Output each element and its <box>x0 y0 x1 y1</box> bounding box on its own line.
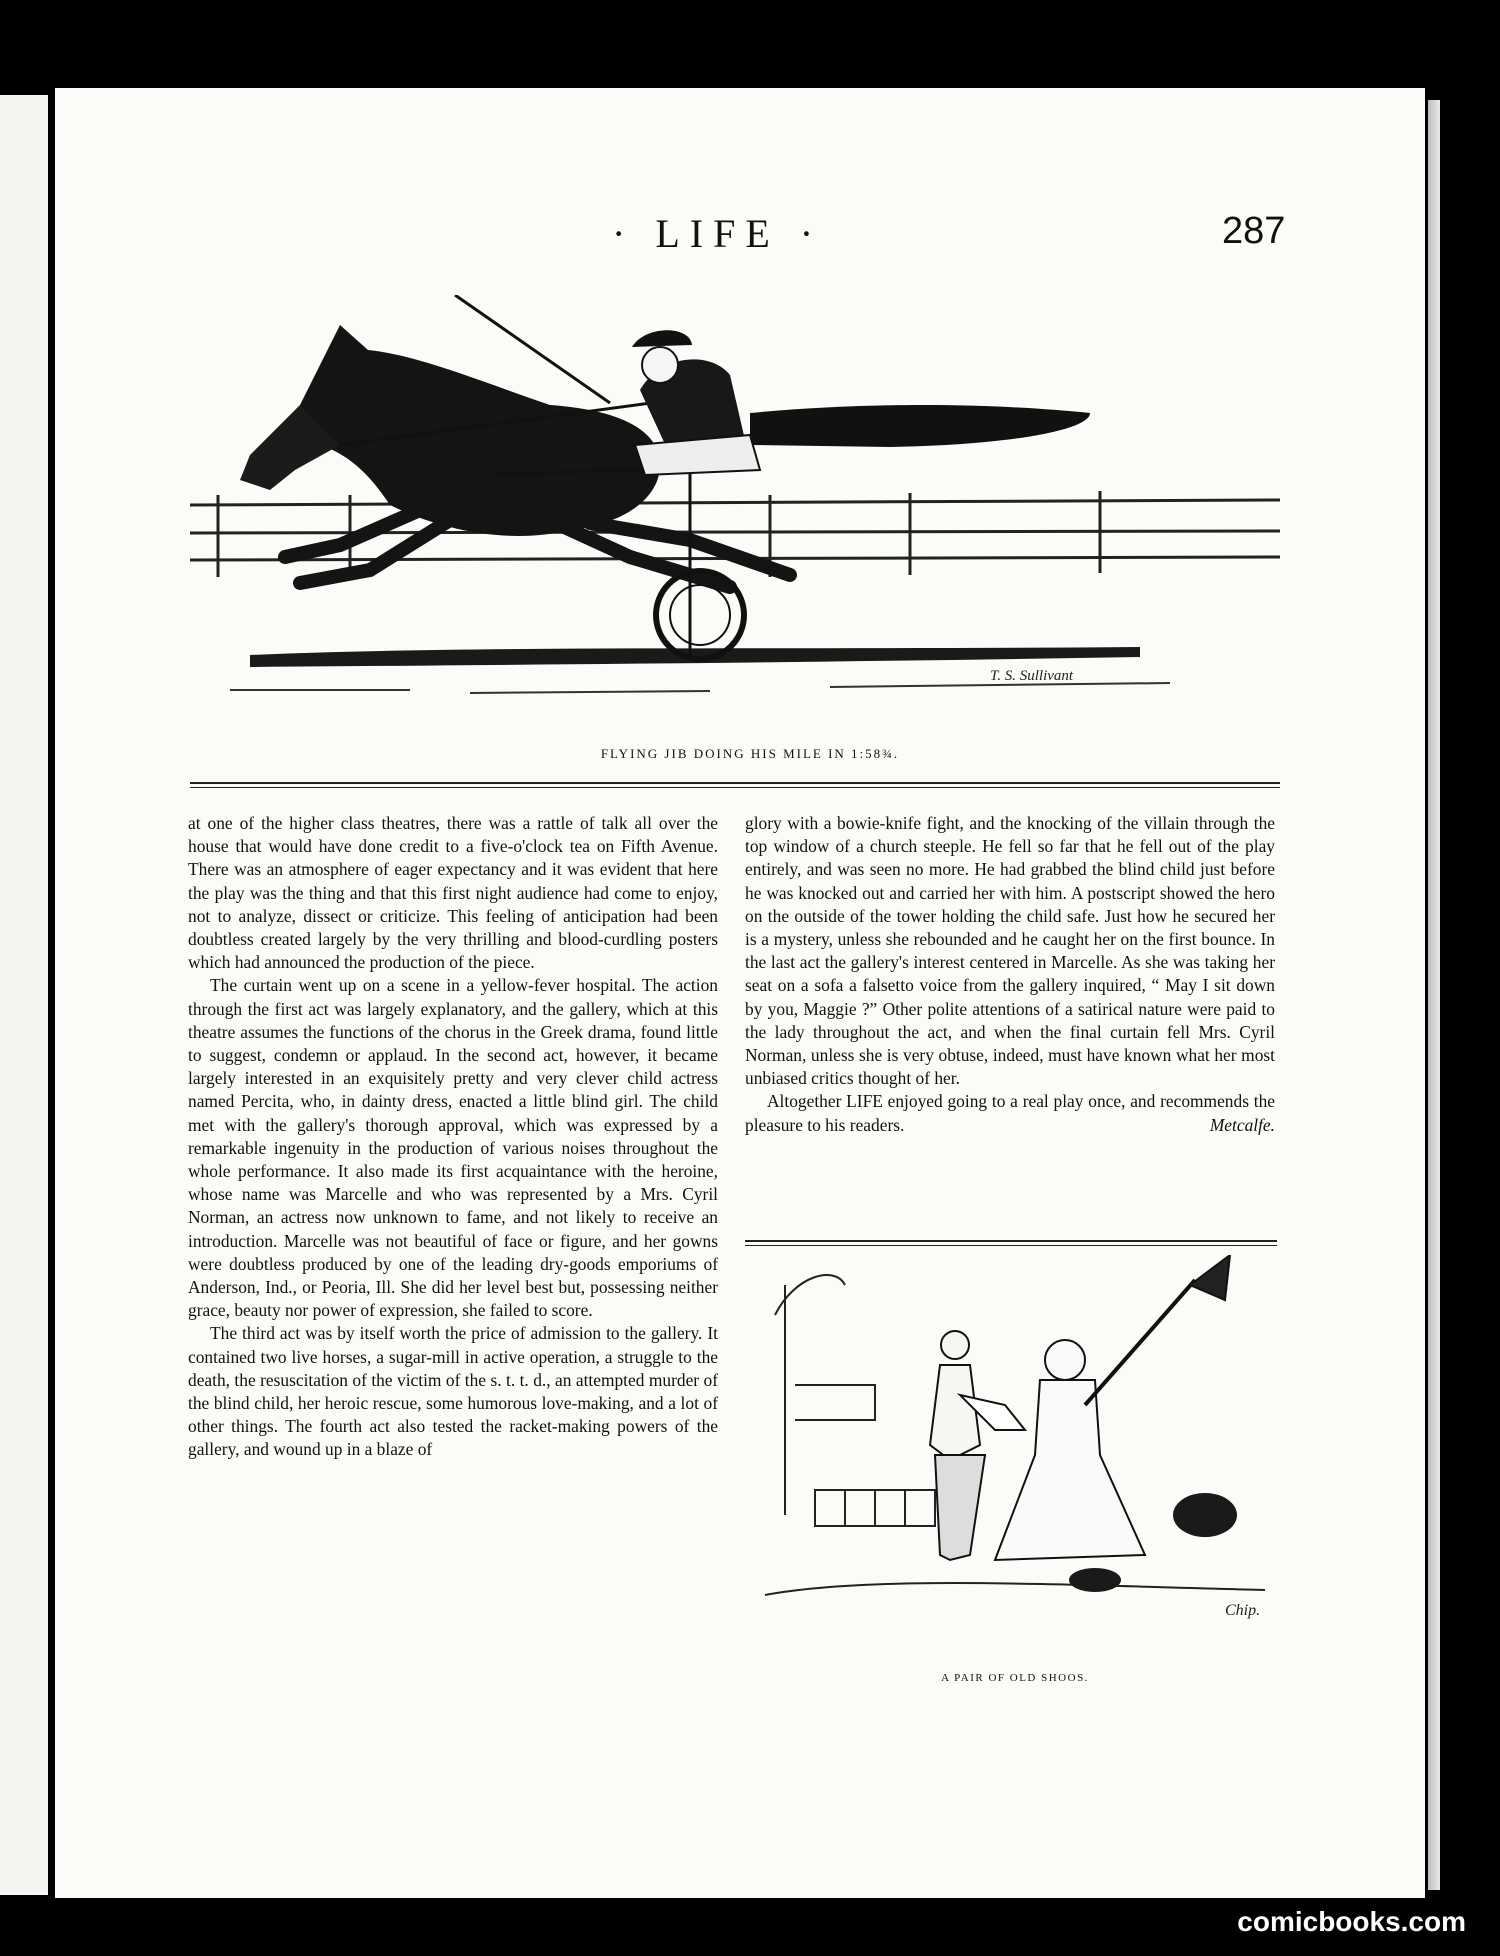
paragraph: The curtain went up on a scene in a yellow-fever hospital. The action through the first act was largely explanatory, and the gallery, which at this theatre assumes the functions of the chorus in the Greek drama, found little to suggest, condemn or applaud. In the second act, however, it became largely interested in an exquisitely pretty and very clever child actress named Percita, who, in dainty dress, enacted a little blind girl. The child met with the gallery's thorough approval, which was expressed by a remarkable ingenuity in the production of various noises throughout the whole performance. It also made its first acquaintance with the heroine, whose name was Marcelle and who was represented by a Mrs. Cyril Norman, an actress now unknown to fame, and not likely to receive an introduction. Marcelle was not beautiful of face or figure, and her gowns were doubtless produced by one of the leading dry-goods emporiums of Anderson, Ind., or Peoria, Ill. She did her level best but, possessing neither grace, beauty nor power of expression, she failed to score. <box>188 975 718 1321</box>
cartoon-illustration <box>755 1255 1275 1665</box>
facing-page-edge <box>0 95 48 1895</box>
paragraph: The third act was by itself worth the price of admission to the gallery. It contained two live horses, a sugar-mill in active operation, a struggle to the death, the resuscitation of the victim of the s. t. t. d., an attempted murder of the blind child, her heroic rescue, some humorous love-making, and a lot of other things. The fourth act also tested the racket-making powers of the gallery, and wound up in a blaze of <box>188 1323 718 1460</box>
illustrator-signature: T. S. Sullivant <box>990 668 1074 684</box>
paragraph: glory with a bowie-knife fight, and the knocking of the villain through the top window of a church steeple. He fell so far that he fell out of the play entirely, and was seen no more. He had grabbed the blind child just before he was knocked out and carried her with him. A postscript showed the hero on the outside of the tower holding the child safe. Just how he secured her is a mystery, unless she rebounded and he caught her on the first bounce. In the last act the gallery's interest centered in Marcelle. As she was taking her seat on a sofa a falsetto voice from the gallery inquired, “ May I sit down by you, Maggie ?” Other polite attentions of a satirical nature were paid to the lady throughout the act, and when the final curtain fell Mrs. Cyril Norman, unless she is very obtuse, indeed, must have known what her most unbiased critics thought of her. <box>745 813 1275 1089</box>
author-signature: Metcalfe. <box>1209 1114 1275 1135</box>
masthead: · LIFE · <box>612 211 824 256</box>
right-column <box>745 812 1275 1137</box>
paragraph <box>745 1090 1275 1136</box>
top-figure-caption: FLYING JIB DOING HIS MILE IN 1:58¾. <box>600 746 900 761</box>
bottom-figure-caption: A PAIR OF OLD SHOOS. <box>941 1672 1089 1684</box>
divider <box>190 782 1280 788</box>
divider <box>745 1240 1277 1246</box>
left-column <box>188 812 718 1462</box>
illustrator-signature: Chip. <box>1225 1602 1261 1619</box>
watermark: comicbooks.com <box>1237 1906 1466 1937</box>
paragraph: at one of the higher class theatres, there was a rattle of talk all over the house that would have done credit to a five-o'clock tea on Fifth Avenue. There was an atmosphere of eager expectancy and it was evident that here the play was the thing and that this first night audience had come to enjoy, not to analyze, dissect or criticize. This feeling of anticipation had been doubtless created largely by the very thrilling and blood-curdling posters which had announced the production of the piece. <box>188 813 718 973</box>
closing-sentence: Altogether LIFE enjoyed going to a real play once, and recommends the pleasure to his readers. <box>745 1091 1275 1135</box>
page-edge-shadow <box>1428 100 1440 1890</box>
page-number: 287 <box>1222 210 1286 252</box>
horse-race-illustration <box>190 295 1280 725</box>
